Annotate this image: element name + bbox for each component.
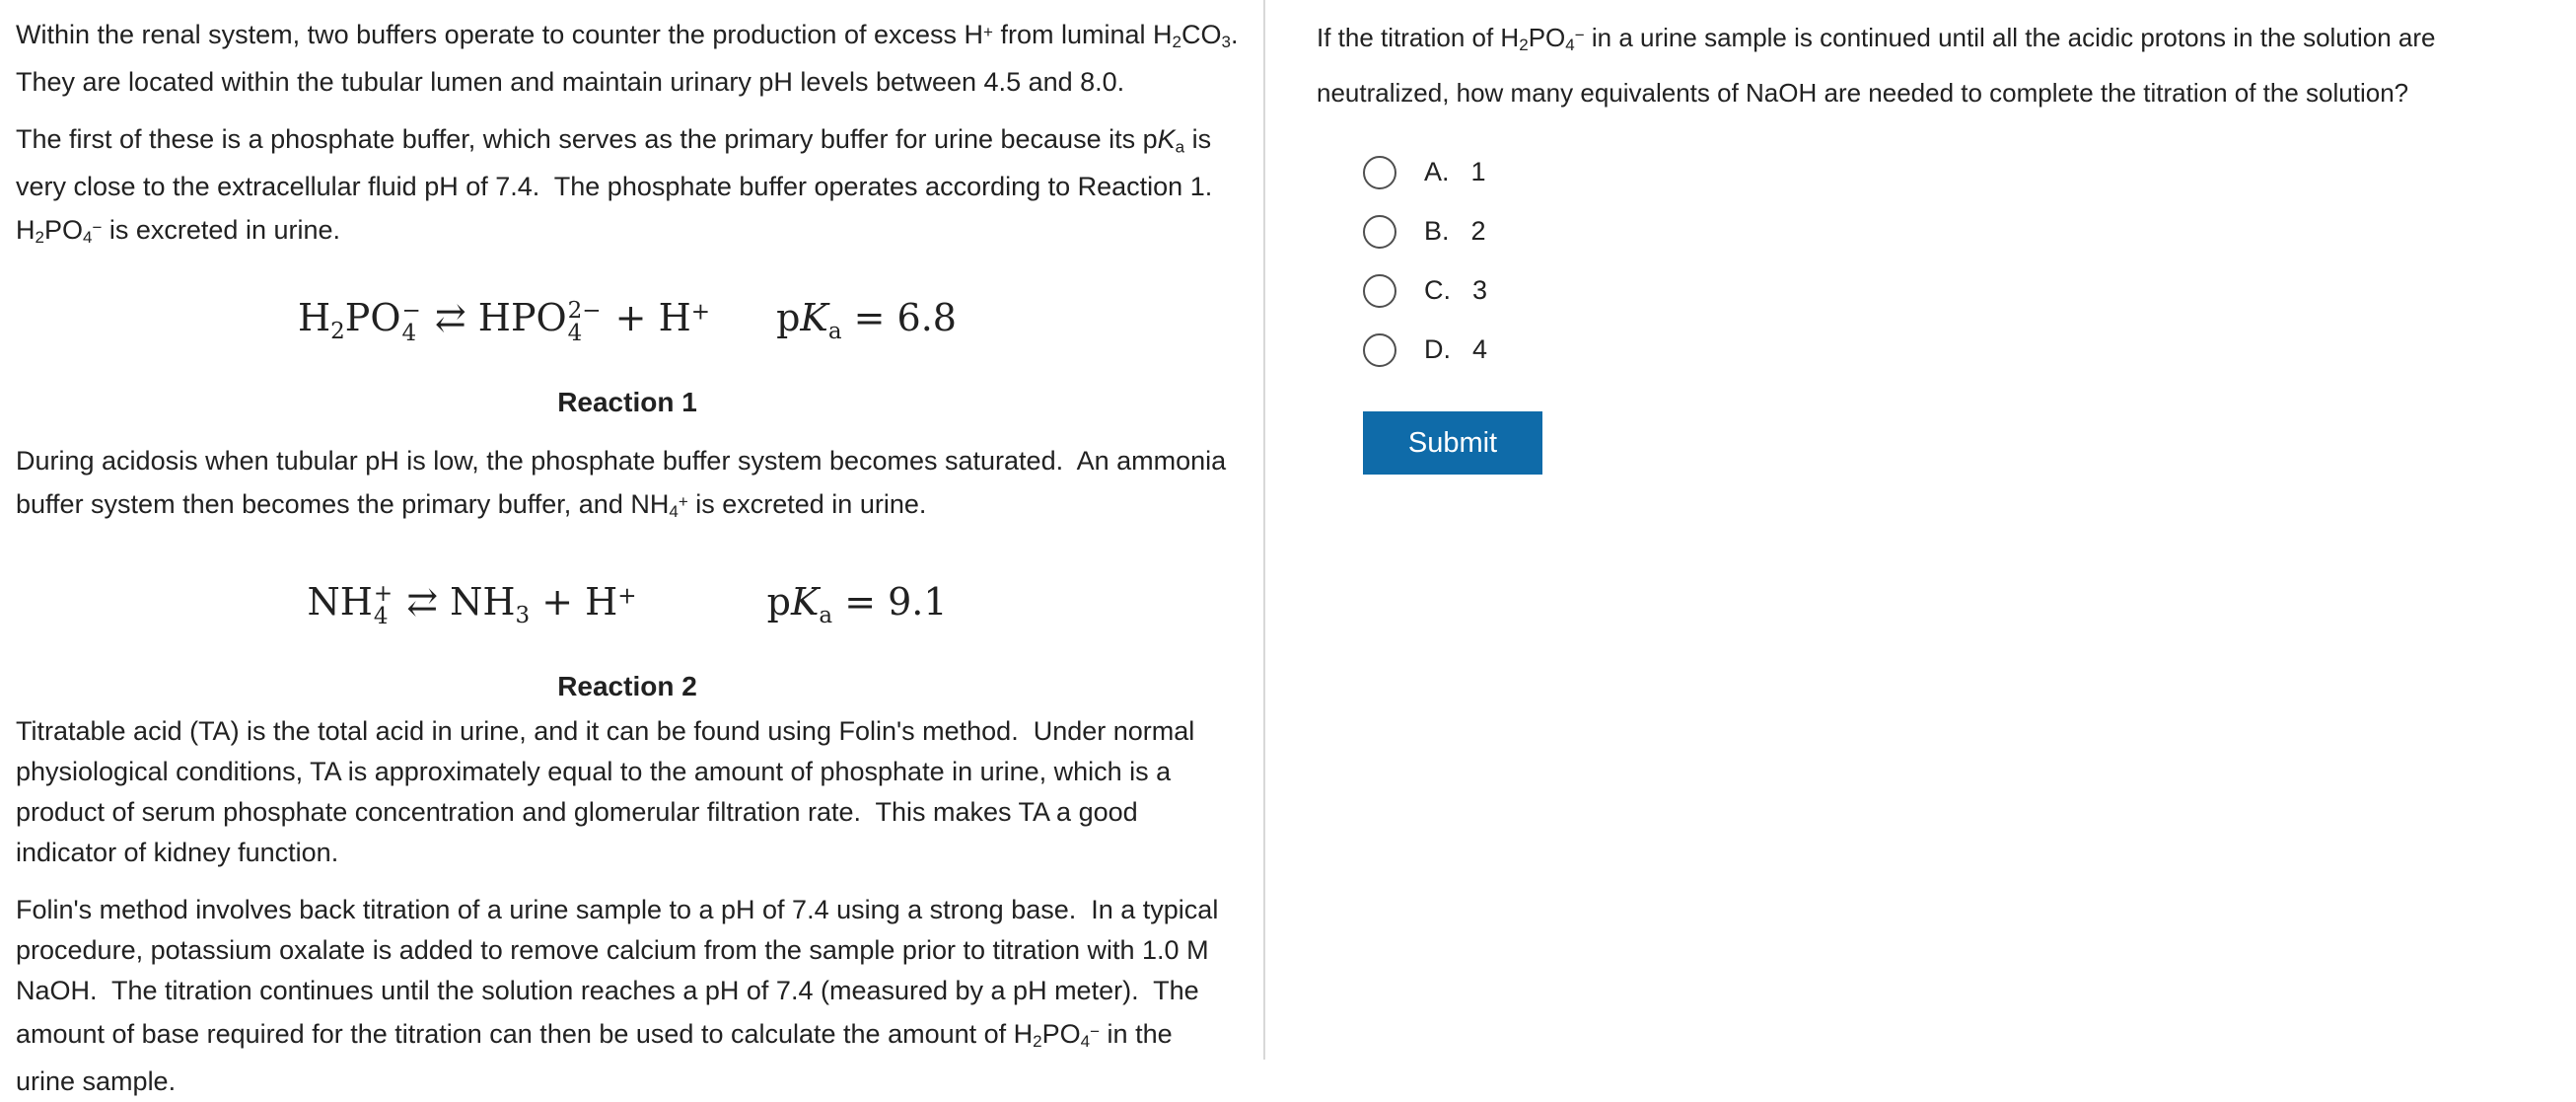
option-row-b[interactable]	[1363, 211, 2556, 252]
option-c-letter: C.	[1424, 275, 1451, 306]
option-row-d[interactable]	[1363, 330, 2556, 370]
option-d-letter: D.	[1424, 334, 1451, 365]
reaction-2-block	[16, 561, 1239, 706]
passage-paragraph-4: Titratable acid (TA) is the total acid in urine, and it can be found using Folin's method. Under normal physiological conditions, TA is approximately equal to the amount of phosphate in urine, which is a product of serum phosphate concentration and glomerular filtration rate. This makes TA a good indicator of kidney function.	[16, 715, 1202, 867]
option-a-value: 1	[1470, 157, 1486, 187]
option-a-letter: A.	[1424, 157, 1450, 187]
option-b-radio-icon[interactable]	[1363, 215, 1396, 249]
option-b-value: 2	[1470, 216, 1486, 247]
reaction-1-block	[16, 278, 1239, 423]
reaction-2-equation	[16, 561, 1239, 650]
option-row-a[interactable]	[1363, 152, 2556, 192]
option-d-radio-icon[interactable]	[1363, 333, 1396, 367]
option-row-c[interactable]	[1363, 270, 2556, 311]
passage-paragraph-1: Within the renal system, two buffers operate to counter the production of excess H+ from luminal $H_2CO_3$. They are located within the tubular lumen and maintain urinary pH levels between 4.5 and 8.0.	[16, 19, 1252, 98]
passage-paragraph-3: During acidosis when tubular pH is low, the phosphate buffer system becomes saturated. An ammonia buffer system then becomes the primary buffer, and $NH_4^+$ is excreted in urine.	[16, 446, 1234, 522]
reaction-1-label: Reaction 1	[557, 387, 697, 418]
passage-paragraph-5: Folin's method involves back titration of a urine sample to a pH of 7.4 using a strong base. In a typical procedure, potassium oxalate is added to remove calcium from the sample prior to titration with 1.0 M NaOH. The titration continues until the solution reaches a pH of 7.4 (measured by a pH meter). The amount of base required for the titration can then be used to calculate the amount of $H_2PO_4^-$ in the urine sample.	[16, 894, 1226, 1097]
reaction-2-pka: $pK_a = 9.1$	[766, 579, 948, 628]
question-text: If the titration of $H_2PO_4^-$ in a urine sample is continued until all the acidic protons in the solution are neutralized, how many equivalents of NaOH are needed to complete the titration of the solution?	[1317, 22, 2443, 109]
reaction-1-equation	[16, 278, 1239, 367]
option-c-value: 3	[1472, 275, 1488, 306]
panel-divider	[1263, 0, 1265, 1060]
passage-paragraph-2: The first of these is a phosphate buffer, which serves as the primary buffer for urine because its $pK_a$ is very close to the extracellular fluid pH of 7.4. The phosphate buffer operates according to Reaction 1. $H_2PO_4^-$ is excreted in urine.	[16, 124, 1228, 248]
option-a-radio-icon[interactable]	[1363, 156, 1396, 189]
passage-panel	[0, 0, 1264, 1097]
reaction-1-formula: $H_2PO$ − 4 ⇄ HPO 2− 4 + H+	[298, 296, 710, 346]
option-c-radio-icon[interactable]	[1363, 274, 1396, 308]
submit-button[interactable]: Submit	[1363, 411, 1542, 475]
option-d-value: 4	[1472, 334, 1488, 365]
reaction-2-label: Reaction 2	[557, 670, 697, 701]
answer-options	[1363, 152, 2556, 370]
question-panel	[1266, 0, 2576, 1060]
reaction-1-pka: $pK_a = 6.8$	[776, 296, 957, 345]
reaction-2-formula: NH + 4 ⇄ $NH_3 + H^+$	[307, 579, 637, 630]
option-b-letter: B.	[1424, 216, 1450, 247]
